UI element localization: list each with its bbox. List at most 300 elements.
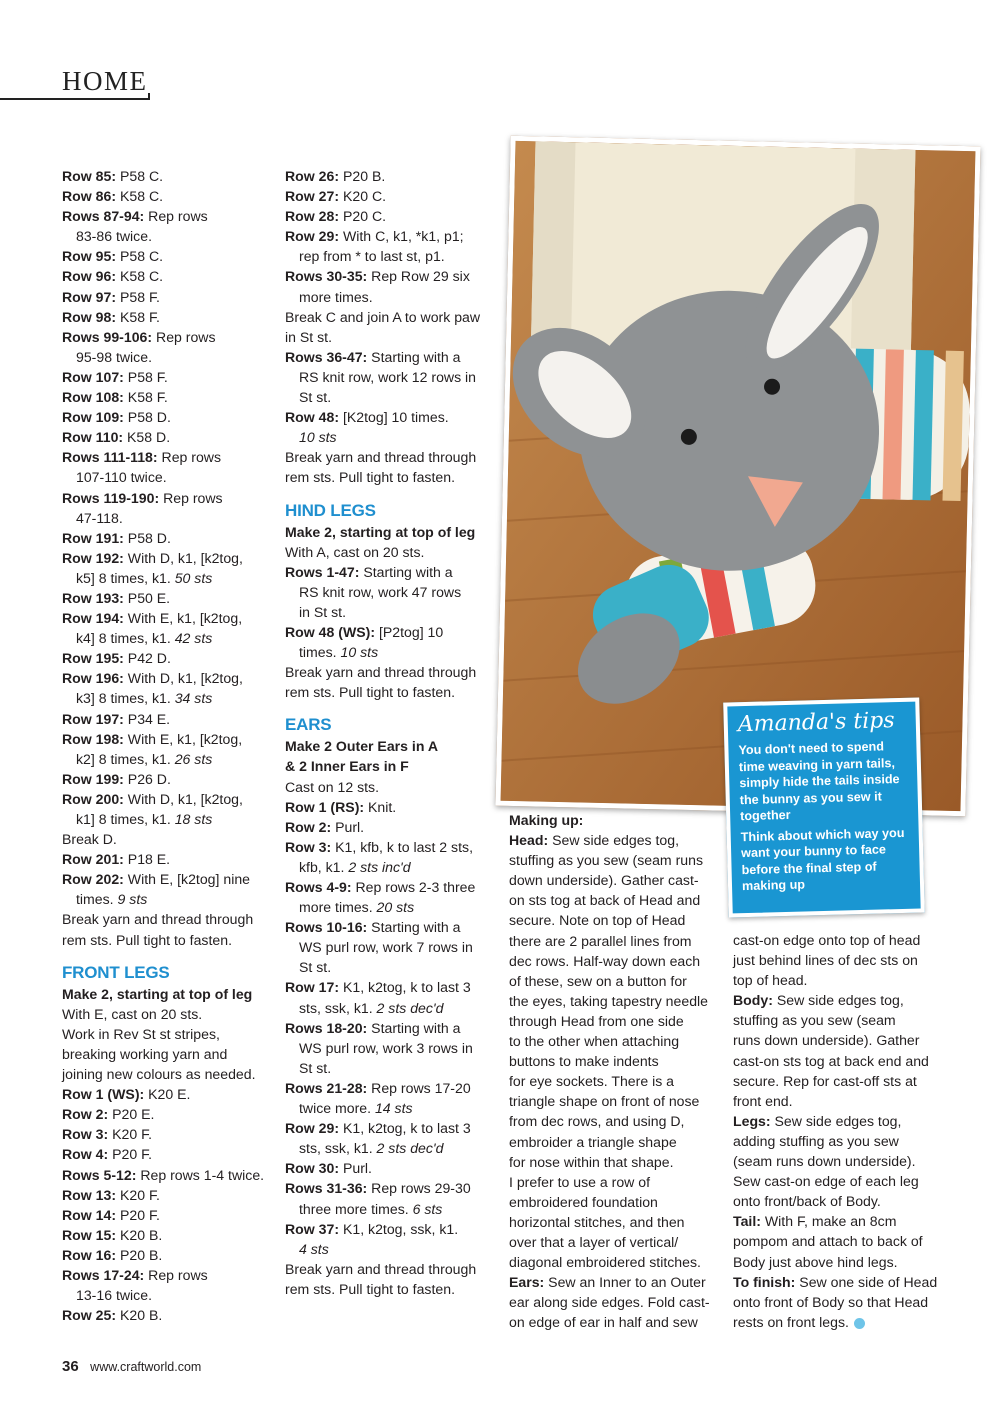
row-label: Row 85: [62, 168, 117, 184]
row-text: Rep rows 29-30 [367, 1180, 471, 1197]
pattern-line [62, 327, 277, 347]
pattern-line [62, 1205, 277, 1225]
section-heading: FRONT LEGS [62, 962, 170, 982]
row-label: Row 15: [62, 1226, 117, 1243]
row-label: Rows 4-9: [285, 879, 352, 895]
row-text: embroider a triangle shape [509, 1133, 677, 1150]
finishing-column [733, 930, 938, 1332]
row-label: Rows 10-16: [285, 919, 368, 936]
row-text: P58 F. [123, 368, 168, 385]
pattern-line [509, 1091, 719, 1111]
row-text: runs down underside). Gather [733, 1032, 920, 1049]
pattern-line [509, 890, 719, 910]
row-text: Break C and join A to work paw [285, 308, 481, 325]
row-label: Row 198: [62, 730, 124, 747]
pattern-line [285, 1078, 493, 1098]
pattern-line [62, 1024, 277, 1044]
row-label: Row 86: [62, 188, 117, 205]
row-text: secure. Note on top of Head [509, 912, 686, 929]
pattern-line [62, 688, 277, 708]
pattern-line [285, 662, 493, 682]
row-label: Rows 5-12: [62, 1166, 137, 1183]
pattern-line [285, 756, 493, 776]
row-text: more times. [299, 288, 373, 305]
row-text: With D, k1, [k2tog, [123, 670, 243, 687]
row-text: K58 C. [116, 188, 164, 205]
row-text: top of head. [733, 972, 808, 989]
pattern-line [62, 889, 277, 909]
pattern-line [509, 951, 719, 971]
pattern-line [285, 602, 493, 622]
stitch-count: 2 sts inc'd [348, 858, 411, 875]
pattern-line [285, 467, 493, 487]
pattern-line [62, 869, 277, 889]
row-text: dec rows. Half-way down each [509, 952, 701, 969]
footer-url[interactable]: www.craftworld.com [90, 1360, 202, 1374]
pattern-line [285, 266, 493, 286]
row-text: twice more. [299, 1100, 375, 1117]
pattern-line [509, 1152, 719, 1172]
row-text: ear along side edges. Fold cast- [509, 1294, 710, 1311]
pattern-line [62, 1004, 277, 1024]
row-label: Head: [509, 832, 549, 849]
row-text: embroidered foundation [509, 1193, 658, 1210]
pattern-line [62, 166, 277, 186]
pattern-line [509, 810, 719, 830]
row-text: the eyes, taking tapestry needle [509, 992, 709, 1009]
pattern-line [509, 910, 719, 930]
row-label: Row 193: [62, 589, 124, 606]
row-label: Make 2, starting at top of leg [62, 985, 253, 1002]
pattern-line [285, 206, 493, 226]
stitch-count: 9 sts [117, 891, 148, 908]
pattern-line [509, 830, 719, 850]
row-label: Row 3: [285, 838, 332, 855]
pattern-line [62, 984, 277, 1004]
row-text: With D, k1, [k2tog, [123, 549, 243, 566]
pattern-line [62, 266, 277, 286]
row-text: Starting with a [367, 1019, 461, 1036]
row-label: Ears: [509, 1274, 545, 1291]
row-label: Row 191: [62, 529, 124, 546]
row-label: Rows 99-106: [62, 328, 153, 345]
pattern-line [285, 347, 493, 367]
row-text: P20 F. [108, 1146, 153, 1163]
row-text: Starting with a [359, 563, 453, 580]
stitch-count: 10 sts [340, 644, 379, 661]
pattern-line [285, 327, 493, 347]
row-text: P20 C. [339, 208, 387, 225]
section-heading: HIND LEGS [285, 500, 376, 520]
pattern-line [62, 668, 277, 688]
pattern-line [733, 930, 938, 950]
stitch-count: 4 sts [299, 1240, 329, 1257]
row-text: K1, k2tog, ssk, k1. [339, 1220, 459, 1237]
row-text: P20 E. [108, 1106, 155, 1123]
row-label: Row 201: [62, 851, 124, 868]
stitch-count: 20 sts [376, 899, 415, 916]
pattern-line [733, 1312, 938, 1332]
row-text: there are 2 parallel lines from [509, 932, 692, 949]
stitch-count: 10 sts [299, 429, 337, 446]
end-mark-icon [854, 1318, 865, 1329]
row-text: k2] 8 times, k1. [76, 750, 175, 767]
pattern-line [62, 1084, 277, 1104]
row-text: P58 D. [123, 529, 171, 546]
row-label: Rows 18-20: [285, 1019, 368, 1036]
pattern-line [62, 226, 277, 246]
row-text: With E, k1, [k2tog, [123, 610, 243, 627]
row-label: Row 29: [285, 1120, 340, 1137]
pattern-line [62, 548, 277, 568]
row-text: With E, [k2tog] nine [123, 871, 250, 888]
pattern-line [285, 367, 493, 387]
pattern-line [285, 522, 493, 542]
pattern-line [62, 1104, 277, 1124]
row-text: for eye sockets. There is a [509, 1073, 675, 1090]
stitch-count: 42 sts [174, 630, 213, 647]
pattern-line [285, 1239, 493, 1259]
pattern-line [62, 648, 277, 668]
pattern-line [62, 1305, 277, 1325]
tips-box [723, 697, 925, 917]
row-text: Purl. [331, 818, 365, 835]
row-text: Sew an Inner to an Outer [544, 1274, 706, 1291]
tip-item: Think about which way you want your bunny to face before the final step of making up [740, 825, 905, 894]
pattern-line [509, 1031, 719, 1051]
row-text: stuffing as you sew (seam [733, 1012, 896, 1029]
pattern-line [285, 1158, 493, 1178]
pattern-line [509, 971, 719, 991]
row-text: P26 D. [123, 770, 171, 787]
row-label: Row 1 (RS): [285, 798, 365, 815]
row-label: Rows 17-24: [62, 1266, 145, 1283]
making-up-column [509, 810, 719, 1332]
pattern-line [509, 1172, 719, 1192]
row-text: K58 C. [116, 268, 164, 285]
row-label: Make 2, starting at top of leg [285, 523, 476, 540]
row-text: 107-110 twice. [76, 469, 167, 486]
row-label: Row 196: [62, 670, 124, 687]
pattern-line [62, 1285, 277, 1305]
row-text: Rep rows [152, 328, 216, 345]
pattern-line [62, 1185, 277, 1205]
stitch-count: 2 sts dec'd [376, 999, 444, 1016]
row-text: buttons to make indents [509, 1053, 659, 1070]
pattern-line [285, 226, 493, 246]
stitch-count: 14 sts [374, 1100, 413, 1117]
pattern-line [733, 1071, 938, 1091]
row-label: Rows 31-36: [285, 1180, 368, 1197]
row-text: Rep rows [157, 449, 222, 466]
row-label: Row 14: [62, 1206, 117, 1223]
row-text: k4] 8 times, k1. [76, 630, 175, 647]
pattern-line [285, 582, 493, 602]
row-text: K58 F. [116, 308, 160, 325]
row-label: Row 192: [62, 549, 124, 566]
row-text: sts, ssk, k1. [299, 999, 377, 1016]
row-text: K20 B. [116, 1307, 163, 1324]
row-text: RS knit row, work 47 rows [299, 583, 462, 600]
pattern-line [62, 427, 277, 447]
pattern-line [733, 950, 938, 970]
row-text: With C, k1, *k1, p1; [339, 228, 464, 245]
pattern-line [62, 447, 277, 467]
pattern-line [733, 1151, 938, 1171]
row-text: P42 D. [123, 650, 171, 667]
pattern-line [285, 287, 493, 307]
pattern-line [285, 407, 493, 427]
row-label: Row 200: [62, 790, 124, 807]
tip-item: You don't need to spend time weaving in yarn tails, simply hide the tails inside the bunny as you sew it together [738, 739, 900, 824]
row-text: 47-118. [76, 509, 123, 526]
row-text: Break yarn and thread through [62, 911, 254, 928]
pattern-line [509, 1071, 719, 1091]
pattern-line [509, 931, 719, 951]
row-text: With D, k1, [k2tog, [123, 790, 243, 807]
pattern-line [285, 682, 493, 702]
row-text: P20 B. [116, 1246, 163, 1263]
row-text: on sts tog at back of Head and [509, 892, 701, 909]
pattern-line [62, 287, 277, 307]
row-text: breaking working yarn and [62, 1045, 228, 1062]
pattern-line [285, 1279, 493, 1299]
pattern-line [62, 367, 277, 387]
pattern-line [62, 930, 277, 950]
pattern-line [285, 917, 493, 937]
row-label: To finish: [733, 1273, 796, 1290]
row-text: K20 F. [108, 1126, 153, 1143]
row-label: Rows 111-118: [62, 449, 158, 466]
row-label: Row 25: [62, 1307, 117, 1324]
row-text: rem sts. Pull tight to fasten. [62, 931, 232, 948]
row-label: Row 2: [62, 1106, 109, 1123]
pattern-line [62, 829, 277, 849]
row-text: front end. [733, 1092, 793, 1109]
pattern-line [733, 990, 938, 1010]
pattern-line [285, 1058, 493, 1078]
pattern-line [285, 877, 493, 897]
row-label: Row 16: [62, 1246, 117, 1263]
row-text: kfb, k1. [299, 858, 349, 875]
row-text: rem sts. Pull tight to fasten. [285, 1280, 455, 1297]
row-text: onto front of Body so that Head [733, 1293, 929, 1310]
row-label: Tail: [733, 1213, 761, 1230]
row-text: secure. Rep for cast-off sts at [733, 1072, 917, 1089]
pattern-line [62, 749, 277, 769]
row-label: Row 1 (WS): [62, 1086, 145, 1103]
row-text: cast-on sts tog at back end and [733, 1052, 929, 1069]
row-text: With E, k1, [k2tog, [123, 730, 243, 747]
pattern-line [62, 206, 277, 226]
row-text: Rep rows 1-4 twice. [136, 1166, 265, 1183]
pattern-line [509, 1252, 719, 1272]
row-text: Rep rows [144, 208, 208, 225]
row-text: (seam runs down underside). [733, 1153, 916, 1170]
row-text: K20 F. [116, 1186, 160, 1203]
row-text: St st. [299, 959, 332, 976]
pattern-line [62, 1144, 277, 1164]
row-label: Row 2: [285, 818, 332, 835]
pattern-line [285, 777, 493, 797]
row-text: down underside). Gather cast- [509, 872, 699, 889]
pattern-line [733, 1211, 938, 1231]
section-label: HOME [62, 66, 148, 96]
row-text: P20 F. [116, 1206, 160, 1223]
row-label: Rows 36-47: [285, 348, 368, 365]
row-label: Rows 87-94: [62, 208, 145, 225]
row-label: Row 27: [285, 188, 340, 205]
pattern-line [285, 542, 493, 562]
pattern-line [733, 1191, 938, 1211]
pattern-line [62, 729, 277, 749]
pattern-line [509, 1292, 719, 1312]
row-text: Rep rows 2-3 three [351, 879, 476, 895]
pattern-line [509, 870, 719, 890]
row-text: of these, sew on a button for [509, 972, 687, 989]
pattern-line [62, 467, 277, 487]
pattern-line [62, 1265, 277, 1285]
row-text: in St st. [299, 603, 346, 620]
pattern-line [62, 1124, 277, 1144]
pattern-line [62, 1044, 277, 1064]
row-text: P20 B. [339, 168, 386, 184]
row-label: Row 13: [62, 1186, 117, 1203]
row-label: Body: [733, 992, 773, 1009]
row-label: Legs: [733, 1112, 771, 1129]
pattern-line [285, 857, 493, 877]
pattern-line [285, 427, 493, 447]
pattern-line [62, 1165, 277, 1185]
row-label: Row 29: [285, 228, 340, 245]
row-text: diagonal embroidered stitches. [509, 1254, 701, 1271]
row-label: Row 48 (WS): [285, 623, 376, 640]
pattern-line [285, 957, 493, 977]
row-text: Starting with a [367, 348, 461, 365]
row-label: Rows 119-190: [62, 489, 160, 506]
footer [62, 1358, 201, 1375]
pattern-line [733, 1231, 938, 1251]
pattern-line [285, 447, 493, 467]
stitch-count: 34 sts [174, 690, 213, 707]
pattern-line [285, 998, 493, 1018]
pattern-line [285, 1219, 493, 1239]
row-label: Making up: [509, 812, 584, 828]
pattern-line [285, 1178, 493, 1198]
row-text: Purl. [339, 1160, 372, 1177]
row-text: St st. [299, 389, 332, 406]
row-text: Break yarn and thread through [285, 1260, 477, 1277]
pattern-line [285, 1259, 493, 1279]
row-label: Row 28: [285, 208, 340, 225]
row-text: Sew side edges tog, [548, 832, 680, 849]
row-label: Row 97: [62, 288, 117, 305]
row-text: onto front/back of Body. [733, 1193, 881, 1210]
row-text: P58 D. [123, 409, 171, 426]
row-label: Row 48: [285, 409, 340, 426]
row-text: cast-on edge onto top of head [733, 932, 921, 948]
row-text: St st. [299, 1059, 332, 1076]
row-text: horizontal stitches, and then [509, 1213, 685, 1230]
pattern-line [509, 1051, 719, 1071]
row-label: Row 3: [62, 1126, 109, 1143]
row-text: P58 C. [116, 168, 164, 184]
section-rule [0, 98, 150, 100]
row-text: Sew one side of Head [795, 1273, 938, 1290]
row-text: Sew cast-on edge of each leg [733, 1173, 919, 1190]
pattern-line [62, 186, 277, 206]
row-text: rests on front legs. [733, 1313, 849, 1330]
row-text: more times. [299, 899, 377, 916]
stitch-count: 26 sts [174, 750, 213, 767]
row-text: on edge of ear in half and sew [509, 1314, 698, 1331]
pattern-line [733, 1171, 938, 1191]
pattern-line [62, 608, 277, 628]
pattern-line [285, 186, 493, 206]
pattern-line [285, 622, 493, 642]
pattern-line [285, 797, 493, 817]
row-text: sts, ssk, k1. [299, 1140, 377, 1157]
pattern-line [285, 937, 493, 957]
row-text: Rep rows [159, 489, 223, 506]
row-label: Row 96: [62, 268, 117, 285]
row-text: rem sts. Pull tight to fasten. [285, 469, 455, 486]
pattern-line [62, 628, 277, 648]
pattern-line [62, 407, 277, 427]
row-text: k3] 8 times, k1. [76, 690, 175, 707]
pattern-line [733, 1111, 938, 1131]
pattern-line [509, 1011, 719, 1031]
row-text: WS purl row, work 3 rows in [299, 1039, 473, 1056]
row-label: Rows 21-28: [285, 1079, 368, 1096]
row-label: Row 30: [285, 1160, 340, 1177]
tips-title: Amanda's tips [737, 708, 895, 738]
pattern-line [62, 849, 277, 869]
row-text: [P2tog] 10 [375, 623, 444, 640]
pattern-line [733, 970, 938, 990]
pattern-line [62, 488, 277, 508]
row-label: Row 108: [62, 389, 124, 406]
pattern-line [62, 387, 277, 407]
row-text: Rep rows 17-20 [367, 1079, 471, 1096]
row-text: rep from * to last st, p1. [299, 248, 445, 265]
pattern-line [509, 1132, 719, 1152]
row-text: P58 C. [116, 248, 164, 265]
row-text: P34 E. [123, 710, 171, 727]
pattern-line [509, 1192, 719, 1212]
row-text: P58 F. [116, 288, 160, 305]
pattern-line [285, 837, 493, 857]
pattern-line [285, 562, 493, 582]
pattern-line [62, 1064, 277, 1084]
row-text: times. [299, 644, 341, 661]
pattern-line [62, 769, 277, 789]
row-text: pompom and attach to back of [733, 1233, 923, 1250]
row-text: for nose within that shape. [509, 1153, 674, 1170]
row-label: Row 95: [62, 248, 117, 265]
pattern-line [733, 1292, 938, 1312]
row-text: over that a layer of vertical/ [509, 1233, 679, 1250]
stitch-count: 2 sts dec'd [376, 1140, 444, 1157]
pattern-line [62, 789, 277, 809]
pattern-column-1 [62, 166, 277, 1325]
row-label: Row 199: [62, 770, 124, 787]
row-text: Rep Row 29 six [367, 268, 470, 285]
row-text: Rep rows [144, 1266, 208, 1283]
pattern-line [62, 246, 277, 266]
row-text: RS knit row, work 12 rows in [299, 368, 477, 385]
row-text: 83-86 twice. [76, 228, 152, 245]
